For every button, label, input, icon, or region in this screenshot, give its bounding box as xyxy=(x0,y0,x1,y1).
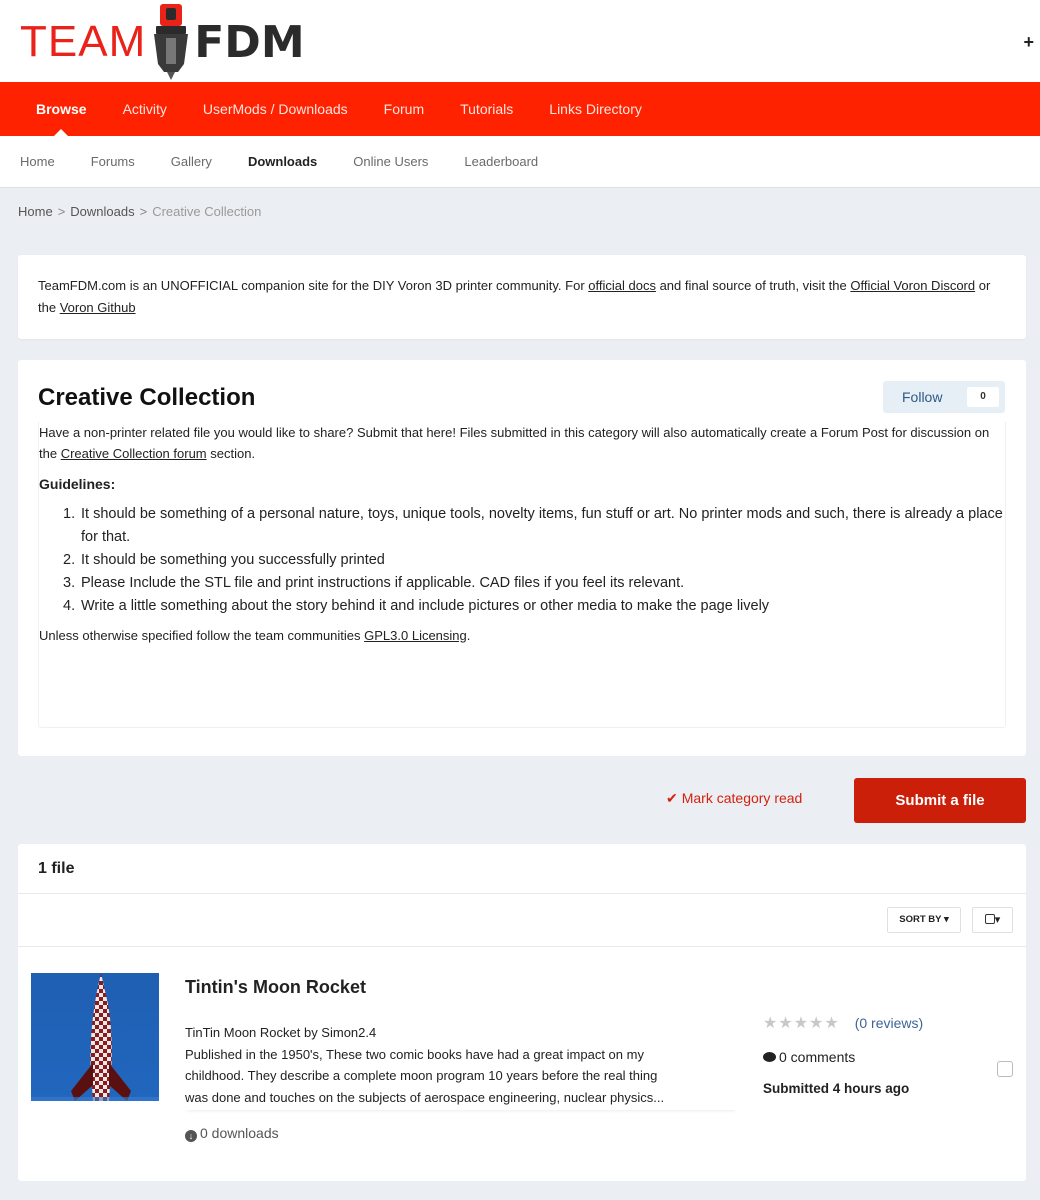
comment-icon xyxy=(763,1052,776,1062)
download-count xyxy=(185,1125,279,1142)
logo-team-text: TEAM xyxy=(20,17,147,66)
follow-button[interactable] xyxy=(883,381,1005,413)
follow-label: Follow xyxy=(902,389,943,405)
guideline-text: Please Include the STL file and print instructions if applicable. CAD files if you feel its relevant. xyxy=(81,575,685,591)
subnav-gallery[interactable]: Gallery xyxy=(170,154,212,169)
row-select-checkbox[interactable] xyxy=(997,1061,1013,1077)
nav-links-directory[interactable]: Links Directory xyxy=(549,101,642,117)
nav-tutorials[interactable]: Tutorials xyxy=(460,101,514,117)
notice-text: or the xyxy=(38,278,991,315)
snippet-line: childhood. They describe a complete moon program 10 years before the real thing xyxy=(185,1068,658,1083)
rating xyxy=(763,1013,993,1033)
breadcrumb-separator: > xyxy=(139,204,148,219)
guideline-item xyxy=(63,549,1005,572)
site-logo[interactable] xyxy=(20,4,305,80)
guideline-item xyxy=(63,572,1005,595)
official-docs-link[interactable]: official docs xyxy=(588,278,656,293)
snippet-line: TinTin Moon Rocket by Simon2.4 xyxy=(185,1025,377,1040)
category-intro-text: Have a non-printer related file you would like to share? Submit that here! Files submitted in this category will also automatically create a Forum Post for discussion on the xyxy=(39,425,990,461)
subnav-forums[interactable]: Forums xyxy=(90,154,135,169)
subnav-online-users[interactable]: Online Users xyxy=(353,154,429,169)
logo-toolhead-icon xyxy=(152,4,190,80)
sort-by-button[interactable]: SORT BY ▾ xyxy=(887,907,961,933)
submitted-time: Submitted 4 hours ago xyxy=(763,1081,910,1096)
chevron-down-icon: ▾ xyxy=(994,914,1001,926)
file-count: 1 file xyxy=(18,844,1026,894)
nav-browse[interactable]: Browse xyxy=(18,82,105,136)
guideline-text: It should be something you successfully printed xyxy=(81,552,385,568)
creative-collection-forum-link[interactable]: Creative Collection forum xyxy=(60,446,207,461)
mark-category-read-button[interactable] xyxy=(666,790,802,807)
star-rating-icon: ★★★★★ xyxy=(763,1015,840,1032)
mark-read-label: Mark category read xyxy=(681,790,803,806)
breadcrumb-home[interactable]: Home xyxy=(18,204,53,219)
file-title-link[interactable]: Tintin's Moon Rocket xyxy=(185,977,366,997)
site-header xyxy=(0,0,1040,82)
breadcrumb-current: Creative Collection xyxy=(152,204,262,219)
plus-icon[interactable]: + xyxy=(1023,32,1034,52)
subnav-home[interactable]: Home xyxy=(20,154,55,169)
guidelines-list xyxy=(39,503,1005,618)
secondary-nav xyxy=(0,136,1040,188)
download-icon: ↓ xyxy=(185,1130,197,1142)
guidelines-heading: Guidelines: xyxy=(39,476,116,492)
nav-usermods-downloads[interactable]: UserMods / Downloads xyxy=(202,101,348,117)
breadcrumb-downloads[interactable]: Downloads xyxy=(70,204,135,219)
notice-text: TeamFDM.com is an UNOFFICIAL companion site for the DIY Voron 3D printer community. For xyxy=(38,278,589,293)
licensing-text: Unless otherwise specified follow the team communities xyxy=(39,628,365,643)
licensing-end: . xyxy=(466,628,471,643)
gpl-licensing-link[interactable]: GPL3.0 Licensing xyxy=(364,628,467,643)
page-title: Creative Collection xyxy=(38,384,256,411)
breadcrumb xyxy=(18,204,261,219)
multi-select-button[interactable] xyxy=(972,907,1013,933)
submit-file-button[interactable]: Submit a file xyxy=(854,778,1026,823)
rocket-image xyxy=(31,973,159,1101)
guideline-item xyxy=(63,503,1005,549)
reviews-count[interactable]: (0 reviews) xyxy=(854,1015,924,1031)
category-header xyxy=(18,360,1026,756)
file-thumbnail[interactable] xyxy=(31,973,159,1101)
download-count-label: 0 downloads xyxy=(200,1125,279,1141)
category-intro-text: section. xyxy=(206,446,256,461)
notice-text: and final source of truth, visit the xyxy=(655,278,851,293)
category-description xyxy=(38,422,1006,728)
comments-label: 0 comments xyxy=(779,1049,856,1065)
file-stats xyxy=(763,1013,993,1096)
guideline-number: 2. xyxy=(63,552,76,568)
guideline-item xyxy=(63,595,1005,618)
snippet-line: Published in the 1950's, These two comic books have had a great impact on my xyxy=(185,1046,644,1062)
category-intro xyxy=(39,422,1005,464)
file-list xyxy=(18,844,1026,1181)
checkbox-icon xyxy=(985,914,995,924)
list-item xyxy=(18,947,1026,1179)
logo-fdm-text: FDM xyxy=(194,16,305,68)
check-icon: ✔ xyxy=(666,790,678,806)
nav-forum[interactable]: Forum xyxy=(383,101,425,117)
comments-count xyxy=(763,1049,993,1065)
subnav-downloads[interactable]: Downloads xyxy=(247,154,318,169)
nav-activity[interactable]: Activity xyxy=(122,101,167,117)
voron-github-link[interactable]: Voron Github xyxy=(59,300,136,315)
breadcrumb-separator: > xyxy=(57,204,66,219)
guideline-number: 3. xyxy=(63,575,76,591)
file-snippet xyxy=(185,1022,737,1110)
unofficial-notice xyxy=(18,255,1026,339)
snippet-line: was done and touches on the subjects of aerospace engineering, nuclear physics... xyxy=(185,1089,665,1105)
licensing-note xyxy=(39,628,1005,643)
file-list-toolbar xyxy=(18,894,1026,947)
guideline-text: It should be something of a personal nature, toys, unique tools, novelty items, fun stuff or art. No printer mods and such, there is already a place for that. xyxy=(81,506,1003,545)
subnav-leaderboard[interactable]: Leaderboard xyxy=(464,154,539,169)
guideline-number: 1. xyxy=(63,506,76,522)
official-voron-discord-link[interactable]: Official Voron Discord xyxy=(850,278,976,293)
guideline-text: Write a little something about the story behind it and include pictures or other media to make the page lively xyxy=(81,598,770,614)
guideline-number: 4. xyxy=(63,598,76,614)
primary-nav xyxy=(0,82,1040,136)
follow-count-badge: 0 xyxy=(967,387,999,407)
